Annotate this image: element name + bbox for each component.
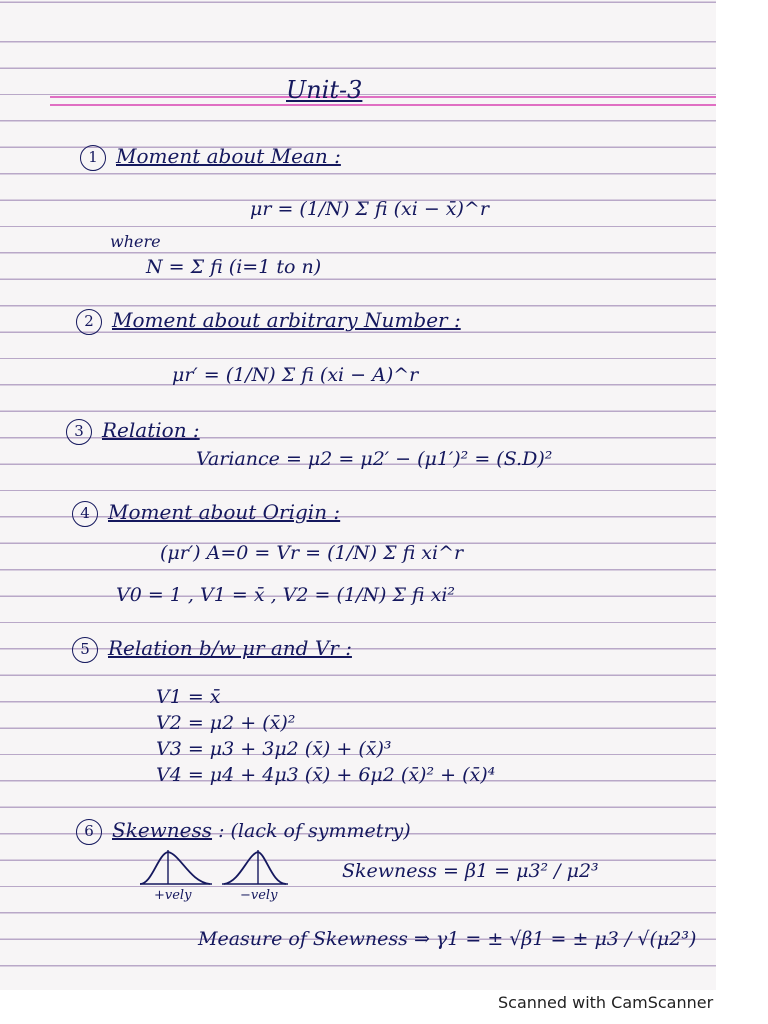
section-5-number: 5 bbox=[72, 637, 98, 663]
where-label: where bbox=[110, 232, 161, 251]
section-2-title: Moment about arbitrary Number : bbox=[112, 308, 461, 332]
relation-line-1: V1 = x̄ bbox=[156, 686, 221, 708]
section-1-number: 1 bbox=[80, 145, 106, 171]
section-1-title: Moment about Mean : bbox=[116, 144, 341, 168]
measure-of-skewness-formula: Measure of Skewness ⇒ γ1 = ± √β1 = ± μ3 / √(μ2³) bbox=[198, 928, 697, 950]
positive-skew-label: +vely bbox=[154, 888, 192, 903]
section-1-heading bbox=[80, 144, 341, 171]
section-5-heading bbox=[72, 636, 352, 663]
moment-about-mean-formula: μr = (1/N) Σ fi (xi − x̄)^r bbox=[250, 198, 489, 220]
section-6-number: 6 bbox=[76, 819, 102, 845]
moment-about-arbitrary-formula: μr′ = (1/N) Σ fi (xi − A)^r bbox=[172, 364, 419, 386]
n-sum-formula: N = Σ fi (i=1 to n) bbox=[146, 256, 322, 278]
raw-moment-values: V0 = 1 , V1 = x̄ , V2 = (1/N) Σ fi xi² bbox=[116, 584, 456, 606]
section-4-heading bbox=[72, 500, 340, 527]
section-2-heading bbox=[76, 308, 461, 335]
skewness-curves-sketch bbox=[140, 848, 290, 888]
page-title: Unit-3 bbox=[286, 76, 363, 104]
section-3-number: 3 bbox=[66, 419, 92, 445]
positive-skew-curve bbox=[140, 852, 210, 884]
scanner-watermark: Scanned with CamScanner bbox=[498, 993, 714, 1012]
relation-line-4: V4 = μ4 + 4μ3 (x̄) + 6μ2 (x̄)² + (x̄)⁴ bbox=[156, 764, 496, 786]
relation-line-2: V2 = μ2 + (x̄)² bbox=[156, 712, 296, 734]
variance-relation-formula: Variance = μ2 = μ2′ − (μ1′)² = (S.D)² bbox=[196, 448, 553, 470]
section-6-title: Skewness bbox=[112, 818, 213, 842]
relation-line-3: V3 = μ3 + 3μ2 (x̄) + (x̄)³ bbox=[156, 738, 392, 760]
section-6-note: : (lack of symmetry) bbox=[218, 820, 411, 842]
section-5-title: Relation b/w μr and Vr : bbox=[108, 636, 352, 660]
header-margin-line bbox=[50, 96, 716, 106]
section-4-number: 4 bbox=[72, 501, 98, 527]
section-3-title: Relation : bbox=[102, 418, 200, 442]
negative-skew-curve bbox=[224, 852, 286, 884]
section-3-heading bbox=[66, 418, 200, 445]
skewness-formula: Skewness = β1 = μ3² / μ2³ bbox=[342, 860, 599, 882]
section-2-number: 2 bbox=[76, 309, 102, 335]
negative-skew-label: −vely bbox=[240, 888, 278, 903]
moment-about-origin-formula: (μr′) A=0 = Vr = (1/N) Σ fi xi^r bbox=[160, 542, 464, 564]
section-6-heading bbox=[76, 818, 411, 845]
section-4-title: Moment about Origin : bbox=[108, 500, 341, 524]
